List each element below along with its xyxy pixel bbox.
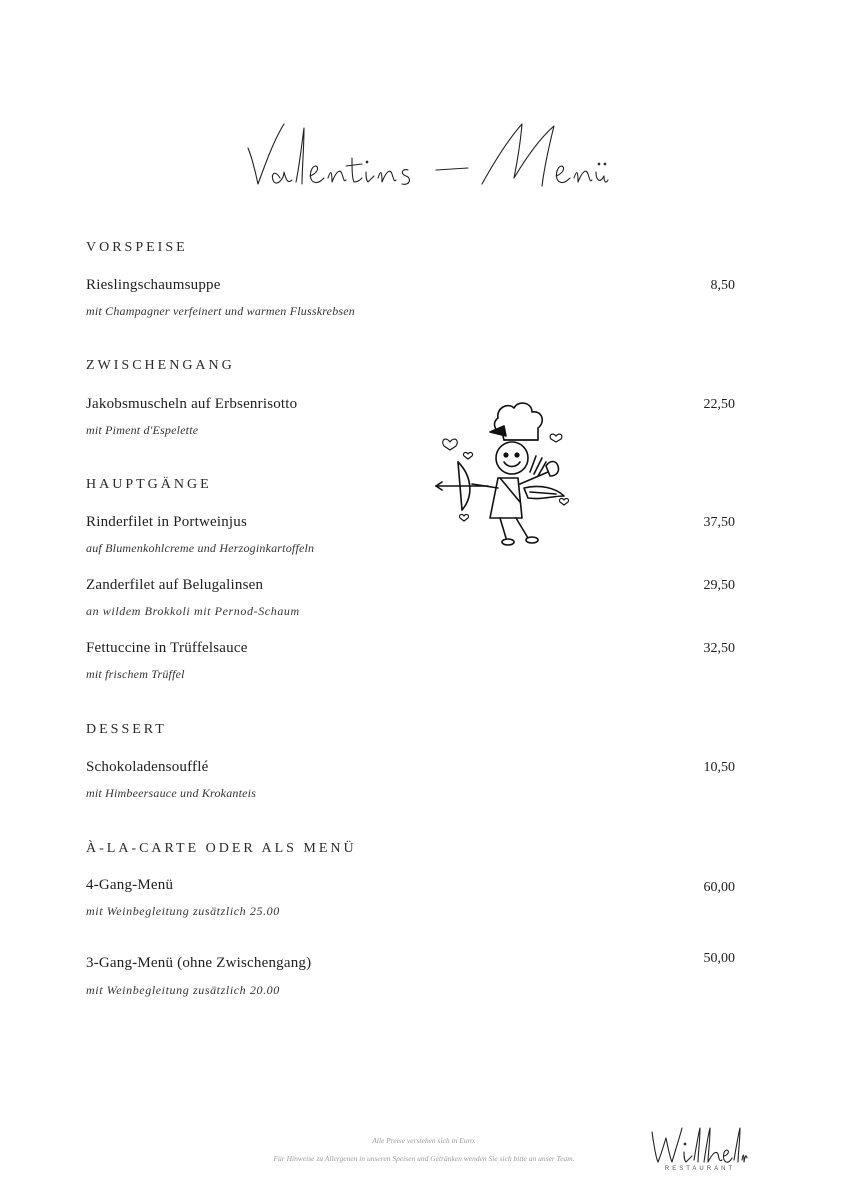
item-description: an wildem Brokkoli mit Pernod-Schaum [86,604,300,618]
item-description: mit Weinbegleitung zusätzlich 20.00 [86,983,280,997]
item-description: mit Himbeersauce und Krokanteis [86,786,257,800]
item-description: mit Piment d'Espelette [86,423,199,437]
logo-subtitle: RESTAURANT [664,1166,736,1172]
item-name: Schokoladensoufflé [86,759,209,775]
item-price: 10,50 [703,760,735,775]
cupid-chef-icon [432,392,572,552]
section-title-a-la-carte: À-LA-CARTE ODER ALS MENÜ [86,841,357,856]
item-price: 50,00 [703,951,735,966]
item-name: 3-Gang-Menü (ohne Zwischengang) [86,955,312,971]
item-price: 22,50 [703,397,735,412]
item-description: mit Weinbegleitung zusätzlich 25.00 [86,904,280,918]
item-price: 29,50 [703,578,735,593]
item-price: 37,50 [703,515,735,530]
menu-title-script [240,118,610,198]
item-name: Rinderfilet in Portweinjus [86,514,248,530]
footer-note-allergens: Für Hinweise zu Allergenen in unseren Speisen und Getränken wenden Sie sich bitte an unser Team. [273,1154,575,1163]
section-title-zwischengang: ZWISCHENGANG [86,358,235,373]
item-price: 8,50 [710,278,735,293]
item-name: Rieslingschaumsuppe [86,277,221,293]
item-name: 4-Gang-Menü [86,877,174,893]
section-title-vorspeise: VORSPEISE [86,240,188,255]
item-name: Zanderfilet auf Belugalinsen [86,577,264,593]
item-description: mit Champagner verfeinert und warmen Flusskrebsen [86,304,355,318]
section-title-dessert: DESSERT [86,722,167,737]
item-name: Jakobsmuscheln auf Erbsenrisotto [86,396,298,412]
footer-note-prices: Alle Preise verstehen sich in Euro. [372,1136,476,1145]
item-price: 32,50 [703,641,735,656]
item-description: auf Blumenkohlcreme und Herzoginkartoffeln [86,541,315,555]
section-title-hauptgaenge: HAUPTGÄNGE [86,477,212,492]
item-description: mit frischem Trüffel [86,667,185,681]
item-name: Fettuccine in Trüffelsauce [86,640,248,656]
item-price: 60,00 [703,880,735,895]
